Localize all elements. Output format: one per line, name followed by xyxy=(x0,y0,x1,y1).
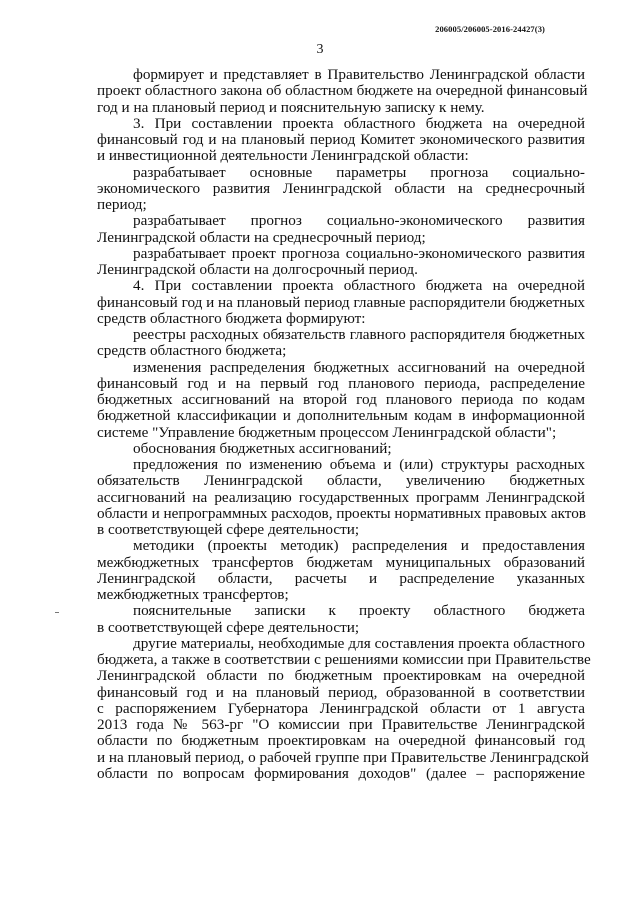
text-line: и на плановый период, о рабочей группе при Правительстве Ленинградской xyxy=(97,748,589,766)
text-line: проект областного закона об областном бюджете на очередной финансовый xyxy=(97,82,588,100)
text-line: бюджета, а также в соответствии с решениями комиссии при Правительстве xyxy=(97,651,591,668)
text-line: Ленинградской области на долгосрочный период. xyxy=(97,261,418,278)
text-line: другие материалы, необходимые для составления проекта областного xyxy=(133,634,585,652)
text-line: финансовый год и на плановый период главные распорядители бюджетных xyxy=(97,293,586,311)
text-line: 2013 года № 563-рг "О комиссии при Правительстве Ленинградской xyxy=(97,716,585,733)
text-line: финансовый год и на первый год планового периода, распределение xyxy=(97,374,585,392)
text-line: 4. При составлении проекта областного бюджета на очередной xyxy=(133,277,585,295)
text-line: формирует и представляет в Правительство Ленинградской области xyxy=(133,66,585,83)
text-line: финансовый год и на плановый период, образованной в соответствии xyxy=(97,683,585,701)
text-line: области и непрограммных расходов, проекты нормативных правовых актов xyxy=(97,504,586,522)
text-line: пояснительные записки к проекту областного бюджета xyxy=(133,602,585,620)
text-line: области по вопросам формирования доходов" (далее – распоряжение xyxy=(97,764,585,782)
text-line: области по бюджетным проектировкам на очередной финансовый год xyxy=(97,732,585,750)
text-line: изменения распределения бюджетных ассигнований на очередной xyxy=(133,358,585,376)
text-line: разрабатывает основные параметры прогноза социально- xyxy=(133,163,585,181)
text-line: обязательств Ленинградской области, увеличению бюджетных xyxy=(97,472,585,490)
text-line: финансовый год и на плановый период Комитет экономического развития xyxy=(97,131,585,148)
text-line: обоснования бюджетных ассигнований; xyxy=(133,439,392,457)
text-line: в соответствующей сфере деятельности; xyxy=(97,521,360,538)
text-line: разрабатывает проект прогноза социально-экономического развития xyxy=(133,244,585,262)
text-line: разрабатывает прогноз социально-экономического развития xyxy=(133,212,585,230)
text-line: межбюджетных трансфертов; xyxy=(97,586,289,603)
text-line: Ленинградской области, расчеты и распределение указанных xyxy=(97,569,585,587)
text-line: в соответствующей сфере деятельности; xyxy=(97,618,360,636)
text-line: ассигнований на реализацию государственных программ Ленинградской xyxy=(97,488,585,506)
text-line: межбюджетных трансфертов бюджетам муниципальных образований xyxy=(97,553,585,571)
text-line: год и на плановый период и пояснительную записку к нему. xyxy=(97,98,485,116)
text-line: средств областного бюджета; xyxy=(97,342,287,360)
text-line: предложения по изменению объема и (или) структуры расходных xyxy=(133,456,585,473)
text-line: период; xyxy=(97,196,147,213)
text-line: системе "Управление бюджетным процессом Ленинградской области"; xyxy=(97,423,557,441)
text-line: Ленинградской области на среднесрочный период; xyxy=(97,228,426,246)
text-line: и инвестиционной деятельности Ленинградской области: xyxy=(97,147,469,165)
text-line: бюджетной классификации и дополнительным кодам в информационной xyxy=(97,407,585,425)
text-line: методики (проекты методик) распределения и предоставления xyxy=(133,537,585,555)
text-line: бюджетных ассигнований на второй год планового периода по кодам xyxy=(97,391,585,408)
document-id: 206005/206005-2016-24427(3) xyxy=(435,24,545,34)
text-line: 3. При составлении проекта областного бюджета на очередной xyxy=(133,114,585,132)
text-line: средств областного бюджета формируют: xyxy=(97,309,366,327)
text-line: экономического развития Ленинградской области на среднесрочный xyxy=(97,179,585,197)
text-line: Ленинградской области по бюджетным проектировкам на очередной xyxy=(97,667,585,685)
document-body xyxy=(97,66,591,782)
text-line: реестры расходных обязательств главного распорядителя бюджетных xyxy=(133,326,585,343)
margin-mark xyxy=(55,612,59,613)
text-line: с распоряжением Губернатора Ленинградской области от 1 августа xyxy=(97,699,585,717)
page-number: 3 xyxy=(316,42,324,57)
